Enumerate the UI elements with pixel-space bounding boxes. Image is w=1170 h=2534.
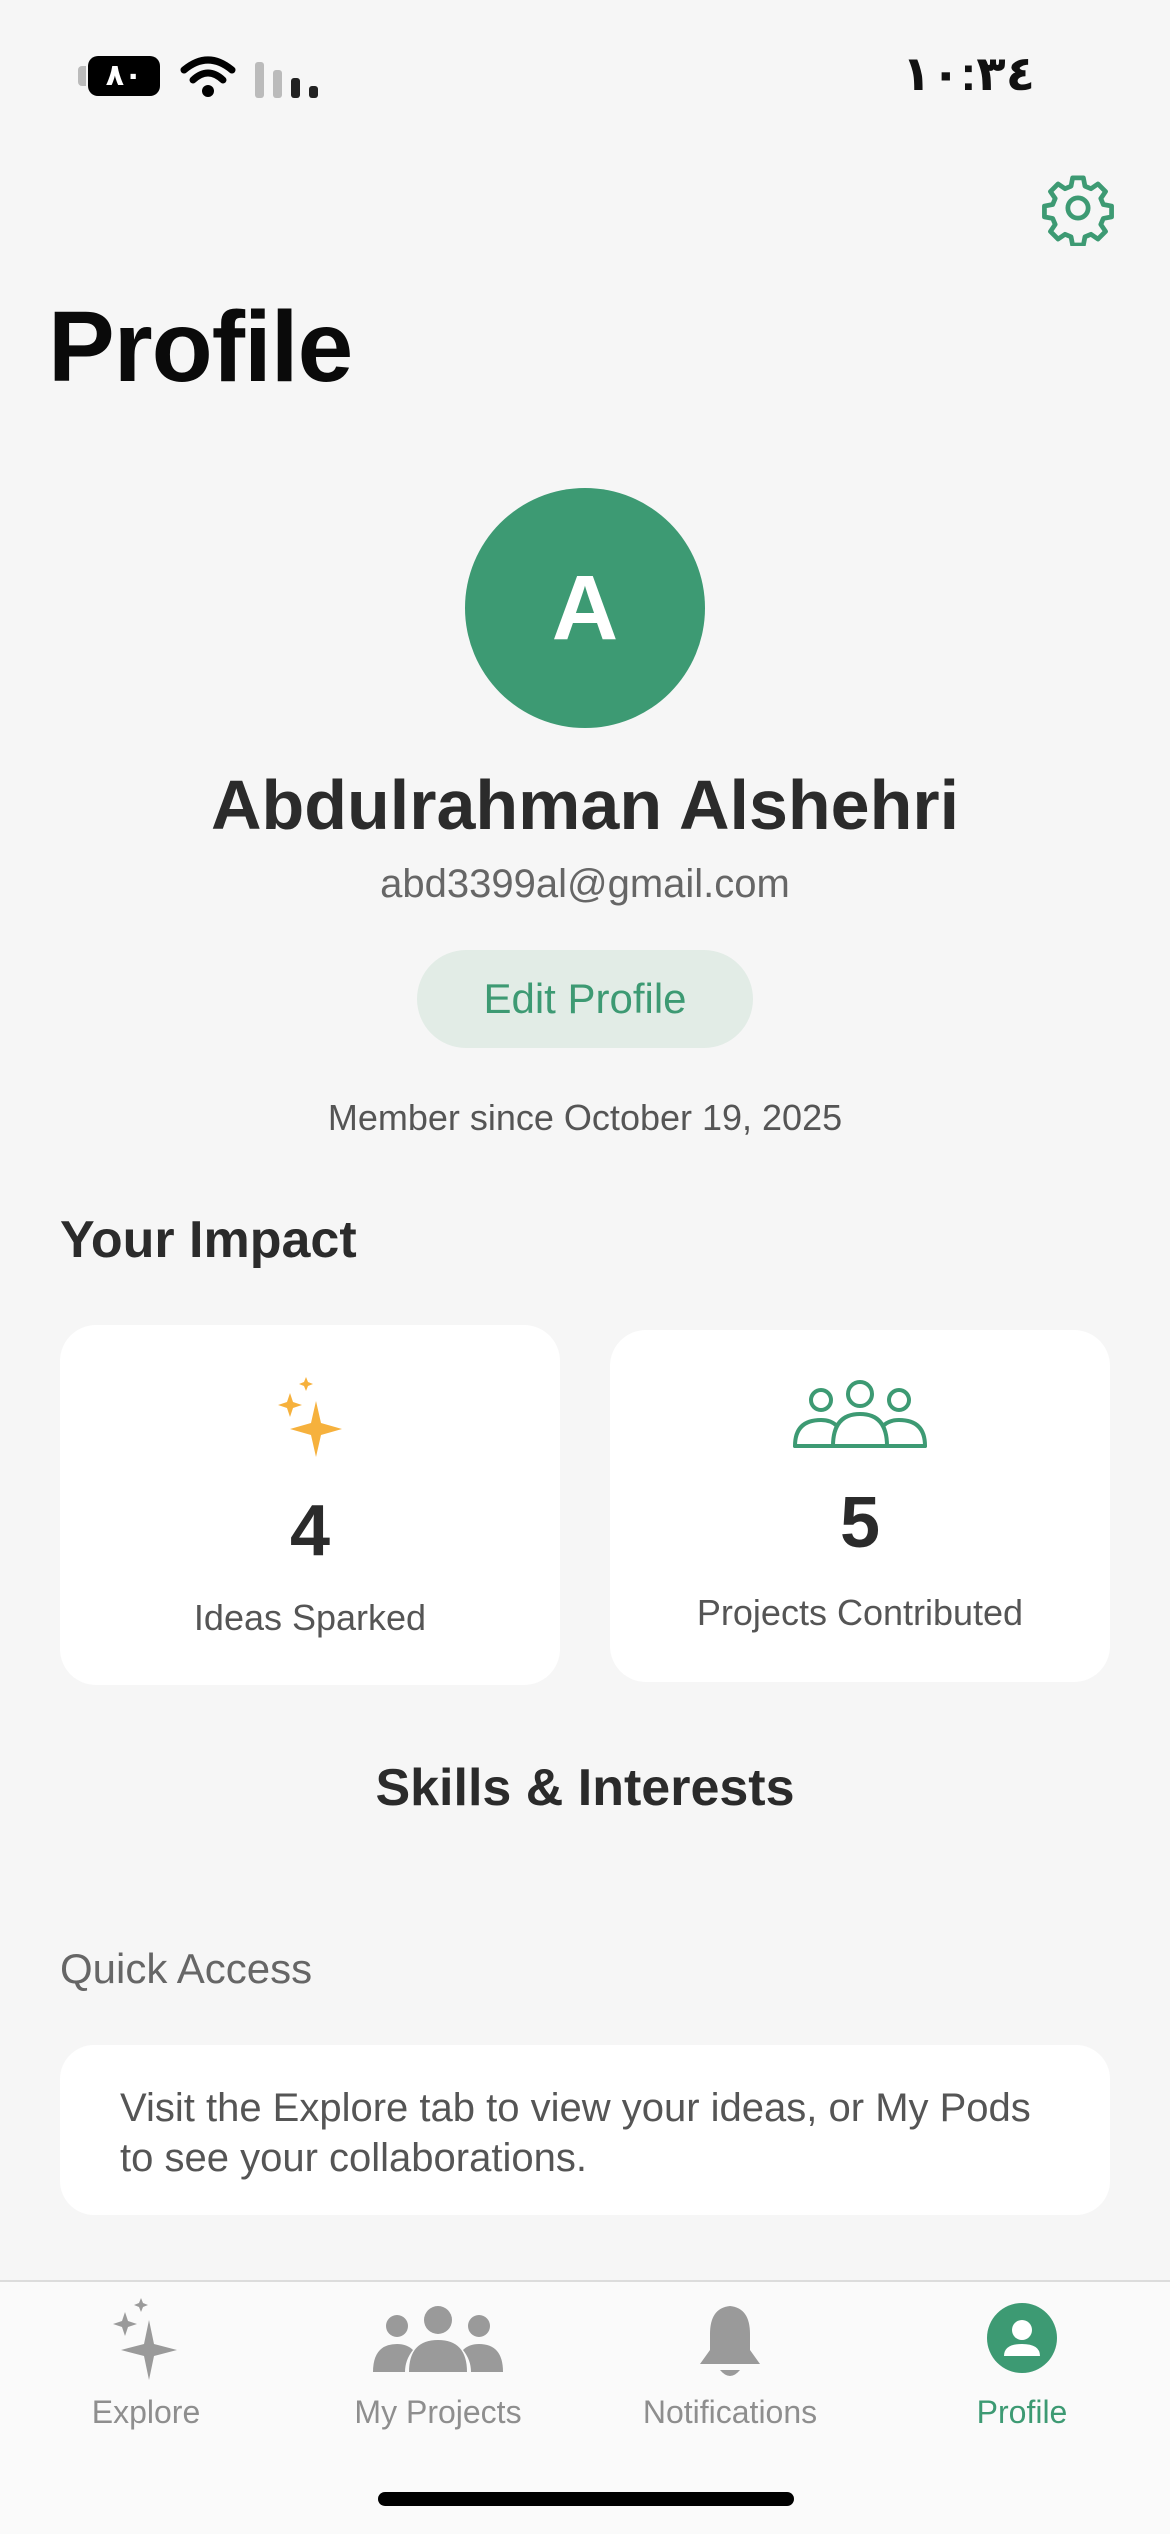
projects-contributed-value: 5 (839, 1483, 881, 1563)
user-email: abd3399al@gmail.com (380, 862, 790, 906)
person-circle-icon (986, 2302, 1058, 2374)
home-indicator (378, 2492, 794, 2506)
avatar: A (465, 488, 705, 728)
edit-profile-button[interactable]: Edit Profile (417, 950, 753, 1048)
battery-indicator: ٨٠ (88, 56, 160, 96)
tab-my-projects[interactable] (292, 2282, 584, 2432)
member-since: Member since October 19, 2025 (327, 1097, 843, 1138)
status-bar (0, 0, 1170, 150)
sparkles-icon (111, 2296, 181, 2382)
projects-contributed-card (610, 1330, 1110, 1682)
ideas-sparked-value: 4 (289, 1491, 331, 1571)
projects-contributed-label: Projects Contributed (696, 1592, 1024, 1633)
ideas-sparked-card (60, 1325, 560, 1685)
cellular-signal-icon (255, 60, 325, 98)
tab-profile-label: Profile (976, 2394, 1068, 2430)
impact-section-title: Your Impact (60, 1211, 357, 1269)
wifi-icon (180, 54, 236, 98)
ideas-sparked-label: Ideas Sparked (193, 1597, 427, 1638)
tab-my-projects-label: My Projects (354, 2394, 522, 2430)
quick-access-title: Quick Access (60, 1945, 313, 1992)
quick-access-text: Visit the Explore tab to view your ideas, or My Pods to see your collaborations. (120, 2086, 1031, 2180)
user-name: Abdulrahman Alshehri (210, 766, 960, 844)
page-title: Profile (48, 291, 353, 403)
quick-access-card (60, 2045, 1110, 2215)
bell-icon (696, 2302, 764, 2382)
tab-profile[interactable] (876, 2282, 1168, 2432)
people-group-icon (373, 2304, 503, 2384)
tab-explore-label: Explore (91, 2394, 201, 2430)
skills-section-title: Skills & Interests (375, 1759, 795, 1817)
tab-explore[interactable] (0, 2282, 292, 2432)
status-time: ١٠:٣٤ (901, 48, 1035, 101)
tab-notifications-label: Notifications (642, 2394, 818, 2430)
people-group-icon (791, 1380, 929, 1450)
settings-button[interactable] (1040, 170, 1116, 246)
sparkles-icon (272, 1375, 348, 1465)
tab-notifications[interactable] (584, 2282, 876, 2432)
gear-icon (1040, 170, 1116, 246)
battery-cap (78, 66, 86, 86)
